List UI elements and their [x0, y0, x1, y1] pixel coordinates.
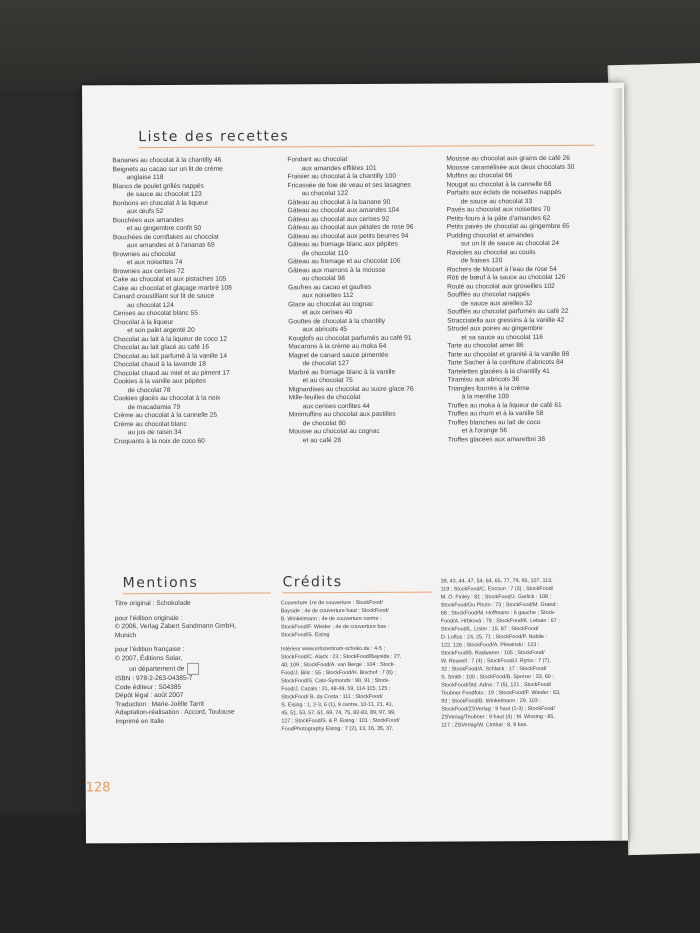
recipe-entry: Petits pavés de chocolat au gingembre 65 — [446, 222, 570, 231]
recipe-entry: aux cerises confites 44 — [302, 402, 370, 410]
credits-line: 45, 51, 53, 57, 61, 69, 74, 75, 82-83, 89, 97, 99, — [281, 709, 396, 717]
credits-line: 119 ; StockFood/C. Ericson : 7 (3) ; StockFood/ — [440, 585, 554, 593]
mentions-line: Traduction : Marie-Joëlle Tarrit — [115, 700, 204, 708]
recipe-entry: Mignardises au chocolat au sucre glace 76 — [288, 385, 414, 393]
recipe-entry: Bananes au chocolat à la chantilly 46 — [112, 156, 222, 165]
recipe-entry: Petits-fours à la pâte d'amandes 62 — [446, 214, 551, 223]
credits-line: StockFood/L. Lister : 15, 87 ; StockFood/ — [440, 626, 539, 633]
recipe-entry: Tarte Sacher à la confiture d'abricots 84 — [447, 358, 564, 367]
recipe-entry: aux abricots 45 — [302, 326, 348, 334]
recipe-entry: et au café 28 — [302, 436, 342, 444]
credits-block — [281, 599, 444, 734]
recipe-entry: de sauce au chocolat 123 — [126, 190, 202, 199]
recipe-entry: Gâteau aux marrons à la mousse — [287, 266, 386, 274]
recipe-entry: Cerises au chocolat blanc 55 — [113, 309, 198, 318]
recipe-entry: Kouglofs au chocolat parfumés au café 91 — [288, 334, 412, 342]
recipe-entry: de sauce au chocolat 33 — [460, 197, 533, 205]
mentions-line: Titre original : Schokolade — [114, 599, 191, 608]
credits-line: StockFood/ZSVerlag : 9 haut (1-3) ; StockFood/ — [441, 705, 555, 713]
credits-line: S. Eising : 1, 2-3, 6 (1), 9 centre, 10-11, 21, 41, — [281, 701, 394, 709]
recipe-entry: de fraises 120 — [460, 257, 503, 265]
credits-line: 127 ; StockFood/S. & P. Eising : 101 ; StockFood/ — [281, 717, 400, 725]
recipe-entry: de chocolat 78 — [127, 386, 171, 394]
recipe-entry: Roulé au chocolat aux groseilles 102 — [447, 282, 555, 291]
recipe-entry: Chocolat à la liqueur — [113, 318, 174, 326]
recipe-entry: Bouchées de cornflakes au chocolat — [112, 233, 219, 241]
recipes-heading-rule — [138, 146, 284, 148]
credits-line: StockFood/Std. Adna : 7 (5), 121 ; StockFood/ — [441, 681, 552, 689]
recipe-entry: Muffins au chocolat 66 — [446, 172, 513, 180]
recipe-entry: aux amandes et à l'ananas 69 — [126, 241, 215, 250]
recipe-entry: au chocolat 98 — [302, 275, 345, 283]
mentions-block — [115, 599, 276, 726]
recipe-column-3 — [446, 155, 575, 445]
credits-line: S. Smith : 100 ; StockFood/B. Sporrer : 33, 60 ; — [441, 673, 554, 681]
recipe-entry: et à l'orange 56 — [461, 427, 508, 435]
credits-line: 39, 43, 44, 47, 54, 64, 65, 77, 79, 95, 107, 113, — [440, 577, 553, 585]
mentions-line: Adaptation-réalisation : Accord, Toulouse — [115, 708, 235, 717]
recipe-entry: Gâteau au chocolat aux pétales de rose 96 — [287, 223, 414, 232]
recipe-entry: Stracciatella aux gressins à la vanille 42 — [447, 316, 565, 325]
recipe-column-2 — [287, 156, 414, 446]
recipe-entry: de chocolat 127 — [302, 360, 350, 368]
recipe-entry: Chocolat au lait parfumé à la vanille 14 — [113, 352, 228, 360]
recipe-entry: Bonbons en chocolat à la liqueur — [112, 199, 209, 207]
recipe-entry: Chocolat chaud à la lavande 18 — [113, 360, 206, 369]
recipe-entry: Chocolat au lait glacé au café 16 — [113, 343, 210, 352]
recipe-entry: Truffes blanches au lait de coco — [447, 418, 541, 427]
recipe-entry: Chocolat chaud au miel et au piment 17 — [113, 369, 230, 377]
recipe-entry: Parfaits aux éclats de noisettes nappés — [446, 188, 562, 197]
credits-line: StockFood/S. Cato-Symonds : 90, 91 ; Stock- — [281, 677, 390, 685]
recipe-entry: Gâteau au chocolat aux petits beurres 94 — [287, 232, 409, 240]
mentions-line: un département de — [115, 662, 275, 675]
publisher-logo-icon — [187, 663, 199, 675]
recipe-entry: Croquants à la noix de coco 60 — [113, 437, 205, 445]
recipe-entry: Gâteau au fromage et au chocolat 106 — [287, 257, 401, 266]
credits-line: B. Winkelmann ; 4e de couverture centre : — [280, 615, 382, 623]
recipe-entry: de macadamia 79 — [127, 403, 181, 411]
recipe-entry: Brownies aux cerises 72 — [112, 267, 185, 275]
recipe-entry: Marbré au fromage blanc à la vanille — [288, 368, 396, 376]
recipe-entry: Brownies au chocolat — [112, 250, 176, 258]
mentions-line: Munich — [114, 631, 137, 639]
credits-line: StockFood/B. Radwaner : 105 ; StockFood/ — [440, 650, 545, 657]
recipe-column-1 — [112, 157, 232, 447]
recipe-entry: Mille-feuilles de chocolat — [288, 393, 361, 402]
mentions-line: ISBN : 978-2-263-04385-7 — [115, 674, 193, 683]
recipe-entry: Minimuffins au chocolat aux pastilles — [288, 410, 396, 419]
recipe-entry: Fraisier au chocolat à la chantilly 100 — [287, 172, 397, 181]
credits-line: Couverture 1re de couverture : StockFood/ — [280, 599, 383, 607]
recipe-entry: Crème au chocolat à la cannelle 25 — [113, 411, 218, 420]
recipe-entry: Tarte au chocolat amer 86 — [447, 342, 524, 350]
recipe-entry: Gaufres au cacao et gaufres — [288, 283, 372, 291]
recipe-entry: Macarons à la crème au moka 64 — [288, 342, 387, 351]
credits-line: W. Reavell : 7 (4) ; StockFood/J. Rynio : 7 (7), — [441, 657, 551, 665]
recipe-entry: Ravioles au chocolat au coulis — [446, 248, 536, 257]
recipe-entry: Fricassée de foie de veau et ses lasagnes — [287, 181, 411, 189]
credits-line: Bayside ; 4e de couverture haut : StockFood/ — [280, 607, 389, 615]
recipe-entry: Strudel aux poires au gingembre — [447, 325, 543, 333]
recipe-entry: et sa sauce au chocolat 116 — [461, 333, 543, 341]
credits-line: Food/J. Cazals : 31, 48-49, 59, 114-115, 125 ; — [281, 685, 391, 693]
recipe-entry: Tarte au chocolat et granité à la vanille 88 — [447, 350, 570, 359]
book-gutter — [612, 88, 622, 840]
recipe-entry: Soufflés au chocolat parfumés au café 22 — [447, 307, 569, 316]
recipe-entry: Cookies à la vanille aux pépites — [113, 377, 206, 386]
mentions-line: pour l'édition originale : — [114, 614, 183, 622]
mentions-line: © 2006, Verlag Zabert Sandmann GmbH, — [114, 622, 236, 631]
recipe-entry: Chocolat au lait à la liqueur de coco 12 — [113, 335, 228, 343]
credits-line: FoodPhotography Eising : 7 (2), 13, 16, 35, 37, — [281, 725, 394, 733]
recipe-entry: Mousse caramélisée aux deux chocolats 30 — [446, 163, 575, 172]
credits-line: Teubner Foodfoto : 19 ; StockFood/F. Wieder : 63, — [441, 689, 561, 697]
recipe-entry: au chocolat 124 — [127, 301, 174, 309]
recipe-entry: à la menthe 109 — [461, 393, 509, 401]
recipe-entry: Beignets au cacao sur un lit de crème — [112, 165, 223, 173]
recipe-entry: Tiramisu aux abricots 36 — [447, 376, 520, 384]
recipe-entry: Truffes au rhum et à la vanille 58 — [447, 410, 544, 418]
recipe-entry: et au chocolat 75 — [302, 377, 353, 385]
recipe-entry: aux amandes effilées 101 — [301, 164, 377, 172]
recipe-entry: de chocolat 110 — [301, 249, 348, 257]
credits-line: 93 ; StockFood/B. Winkelmann : 29, 103 ; — [441, 698, 541, 705]
recipe-entry: au jus de raisin 34 — [127, 428, 182, 437]
recipe-entry: Nougat au chocolat à la cannelle 68 — [446, 180, 552, 189]
mentions-line: Imprimé en Italie — [115, 717, 165, 725]
credits-line: StockFood/Gu Photo : 73 ; StockFood/M. Grand : — [440, 601, 559, 609]
recipe-entry: Truffes glacées aux amarettini 38 — [447, 435, 546, 444]
mentions-heading: Mentions — [122, 574, 199, 592]
recipe-entry: Cake au chocolat et aux pistaches 105 — [113, 275, 227, 284]
recipe-entry: Glace au chocolat au cognac — [288, 300, 374, 308]
recipe-entry: Cookies glacés au chocolat à la noix — [113, 394, 221, 403]
recipe-entry: Gâteau au chocolat aux cerises 92 — [287, 215, 390, 223]
recipes-heading: Liste des recettes — [138, 128, 290, 146]
mentions-heading-rule — [123, 592, 271, 594]
recipe-entry: Gâteau au chocolat à la banane 90 — [287, 198, 391, 206]
recipe-entry: Bouchées aux amandes — [112, 216, 184, 224]
recipe-entry: Fondant au chocolat — [287, 156, 348, 164]
credits-heading-rule — [283, 592, 433, 594]
recipe-entry: au chocolat 122 — [301, 190, 349, 198]
recipe-entry: Blancs de poulet grillés nappés — [112, 182, 204, 190]
recipe-entry: et son palet argenté 20 — [127, 326, 195, 335]
recipe-entry: Crème au chocolat blanc — [113, 420, 187, 428]
recipe-entry: anglaise 118 — [126, 173, 164, 182]
credits-line: Intérieur www.infozentrum-schoko.de : 4-5 ; — [280, 645, 385, 653]
recipe-entry: Gouttes de chocolat à la chantilly — [288, 317, 386, 325]
mentions-line: Code éditeur : S04385 — [115, 683, 182, 691]
page-number: 128 — [85, 780, 111, 796]
credits-line: 32 ; StockFood/A. Schlack : 17 ; StockFood/ — [441, 665, 547, 673]
recipe-entry: Mousse au chocolat aux grains de café 26 — [446, 154, 570, 163]
mentions-line: Dépôt légal : août 2007 — [115, 691, 184, 700]
credits-line: 40, 109 ; StockFood/A. van Berge : 104 ; Stock- — [281, 661, 396, 669]
credits-line: StockFood/ B. da Costa : 111 ; StockFood/ — [281, 693, 383, 701]
credits-line: 68 ; StockFood/M. Hoffmann : 6 gauche ; Stock- — [440, 609, 556, 617]
credits-line: StockFood/C. Alack : 23 ; StockFood/Bayside : 27, — [281, 653, 402, 661]
recipe-entry: et au gingembre confit 50 — [126, 224, 202, 233]
recipe-entry: Soufflés au chocolat nappés — [447, 291, 530, 299]
recipe-entry: aux noisettes 112 — [302, 292, 354, 300]
recipe-entry: Magret de canard sauce pimentée — [288, 351, 389, 359]
credits-heading: Crédits — [282, 574, 343, 591]
recipe-entry: Rochers de Mozart à l'eau de rose 54 — [446, 265, 557, 274]
recipe-entry: Triangles fourrés à la crème — [447, 384, 530, 393]
credits-line: Food/J. Bilic : 55 ; StockFood/H. Bischof : 7 (6) ; — [281, 669, 396, 677]
credits-line: 117 ; ZSVerlag/W. Cimbal : 8, 9 bas. — [441, 722, 528, 729]
recipe-entry: sur un lit de sauce au chocolat 24 — [460, 239, 560, 248]
book-page — [82, 83, 628, 844]
credits-block-continued — [441, 577, 614, 730]
recipe-entry: Pavés au chocolat aux noisettes 70 — [446, 205, 551, 214]
recipe-entry: Cake au chocolat et glaçage marbré 108 — [113, 284, 232, 292]
recipe-entry: Tartelettes glacées à la chantilly 41 — [447, 367, 550, 376]
recipe-entry: Gâteau au chocolat aux amandes 104 — [287, 206, 400, 215]
mentions-line: pour l'édition française : — [114, 645, 185, 654]
recipe-entry: Rôti de bœuf à la sauce au chocolat 126 — [447, 273, 566, 282]
recipe-entry: et aux noisettes 74 — [126, 258, 183, 267]
credits-line: Food/A. Hrbková : 78 ; StockFood/K. Lebain : 67 ; — [440, 617, 560, 625]
background-top — [0, 0, 700, 90]
mentions-line: © 2007, Éditions Solar, — [115, 654, 183, 662]
recipe-entry: Pudding chocolat et amandes — [446, 231, 534, 240]
recipe-entry: de chocolat 80 — [302, 419, 346, 427]
recipe-entry: de sauce aux airelles 32 — [461, 299, 533, 307]
recipe-entry: Mousse au chocolat au cognac — [288, 427, 380, 436]
credits-line: ZSVerlag/Teubner : 9 haut (4) ; M. Wissing : 85, — [441, 713, 555, 721]
credits-line: StockFood/S. Eising — [280, 632, 330, 639]
recipe-entry: Gâteau au fromage blanc aux pépites — [287, 240, 398, 249]
recipe-entry: Truffes au moka à la liqueur de café 61 — [447, 401, 562, 410]
recipe-entry: Canard croustillant sur lit de sauce — [113, 292, 215, 301]
recipes-heading-rule-extension — [284, 145, 594, 148]
recipe-entry: et aux cerises 40 — [302, 309, 353, 317]
credits-line: StockFood/F. Wieder ; 4e de couverture bas : — [280, 623, 390, 631]
recipe-entry: aux œufs 52 — [126, 208, 164, 216]
credits-line: M. O. Finley : 81 ; StockFood/J. Garlick : 108 ; — [440, 593, 551, 601]
credits-line: D. Loftus : 24, 25, 71 ; StockFood/P. Nobile : — [440, 633, 547, 641]
credits-line: 122, 126 ; StockFood/A. Plewinski : 123 ; — [440, 642, 540, 649]
